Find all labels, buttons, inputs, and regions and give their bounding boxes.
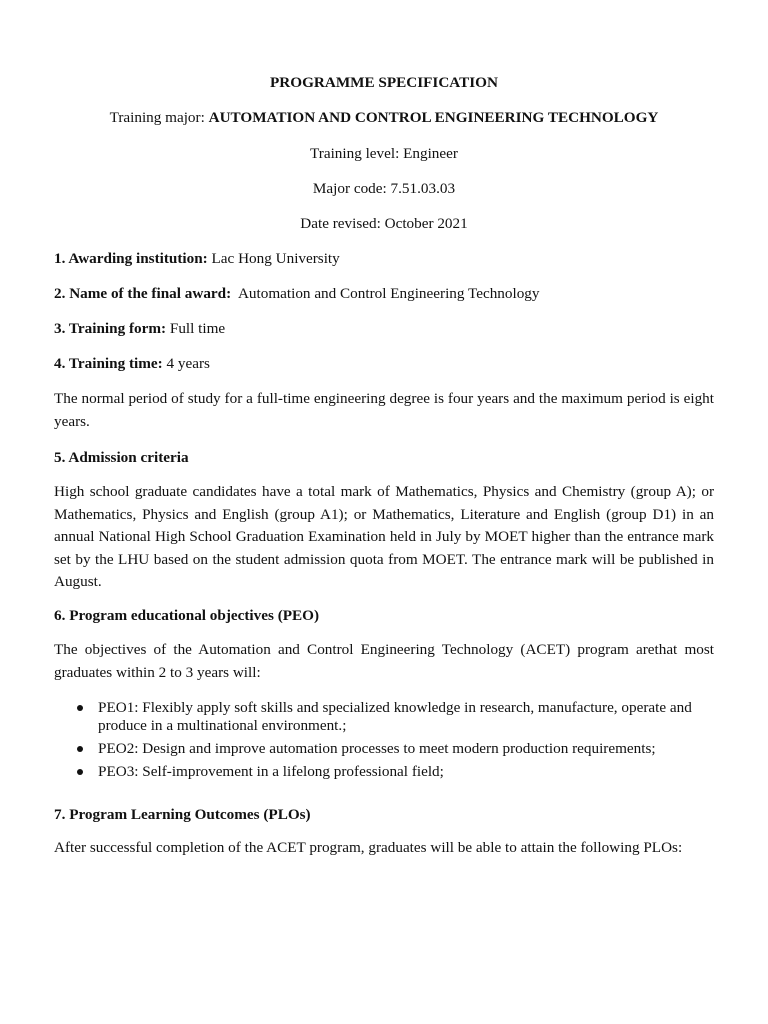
training-time-paragraph: The normal period of study for a full-time engineering degree is four years and the maximum period is eight years.: [54, 390, 714, 430]
training-major-line: [0, 109, 768, 127]
section-label: 1. Awarding institution:: [54, 250, 208, 267]
section-label: 3. Training form:: [54, 320, 167, 337]
bullet-icon: [77, 746, 83, 752]
section-admission-criteria: 5. Admission criteria: [54, 449, 189, 466]
list-item-text: PEO2: Design and improve automation processes to meet modern production requirements;: [98, 740, 656, 757]
section-training-form: [54, 320, 714, 338]
peo-paragraph: The objectives of the Automation and Control Engineering Technology (ACET) program arethat most graduates within 2 to 3 years will:: [54, 641, 714, 681]
section-value: 4 years: [166, 355, 210, 372]
section-label: 2. Name of the final award:: [54, 285, 232, 302]
list-item-text: PEO1: Flexibly apply soft skills and specialized knowledge in research, manufacture, operate and produce in a multinational environment.;: [98, 699, 692, 734]
training-major-label: Training major:: [109, 109, 205, 126]
section-plos: 7. Program Learning Outcomes (PLOs): [54, 806, 311, 823]
date-revised: Date revised: October 2021: [300, 215, 468, 232]
section-value: Full time: [169, 320, 226, 337]
list-item: [74, 699, 714, 735]
major-code: Major code: 7.51.03.03: [312, 180, 456, 197]
training-level: Training level: Engineer: [310, 145, 458, 162]
bullet-icon: [77, 705, 83, 711]
admission-criteria-paragraph: High school graduate candidates have a total mark of Mathematics, Physics and Chemistry (group A); or Mathematics, Physics and English (group A1); or Mathematics, Literature and English (group D1) in an annual National High School Graduation Examination held in July by MOET higher than the entrance mark set by the LHU based on the student admission quota from MOET. The entrance mark will be published in August.: [54, 483, 714, 590]
list-item-text: PEO3: Self-improvement in a lifelong professional field;: [98, 763, 444, 780]
section-value: Automation and Control Engineering Technology: [237, 285, 540, 302]
peo-list: [74, 699, 714, 786]
section-training-time: [54, 355, 714, 373]
section-label: 4. Training time:: [54, 355, 163, 372]
training-major-value: AUTOMATION AND CONTROL ENGINEERING TECHNOLOGY: [208, 109, 659, 126]
list-item: [74, 740, 714, 758]
section-awarding-institution: [54, 250, 714, 268]
bullet-icon: [77, 769, 83, 775]
section-peo: 6. Program educational objectives (PEO): [54, 607, 320, 624]
plos-paragraph: After successful completion of the ACET program, graduates will be able to attain the following PLOs:: [54, 839, 683, 856]
document-title: PROGRAMME SPECIFICATION: [270, 74, 498, 91]
section-value: Lac Hong University: [211, 250, 340, 267]
list-item: [74, 763, 714, 781]
section-final-award: [54, 285, 714, 303]
